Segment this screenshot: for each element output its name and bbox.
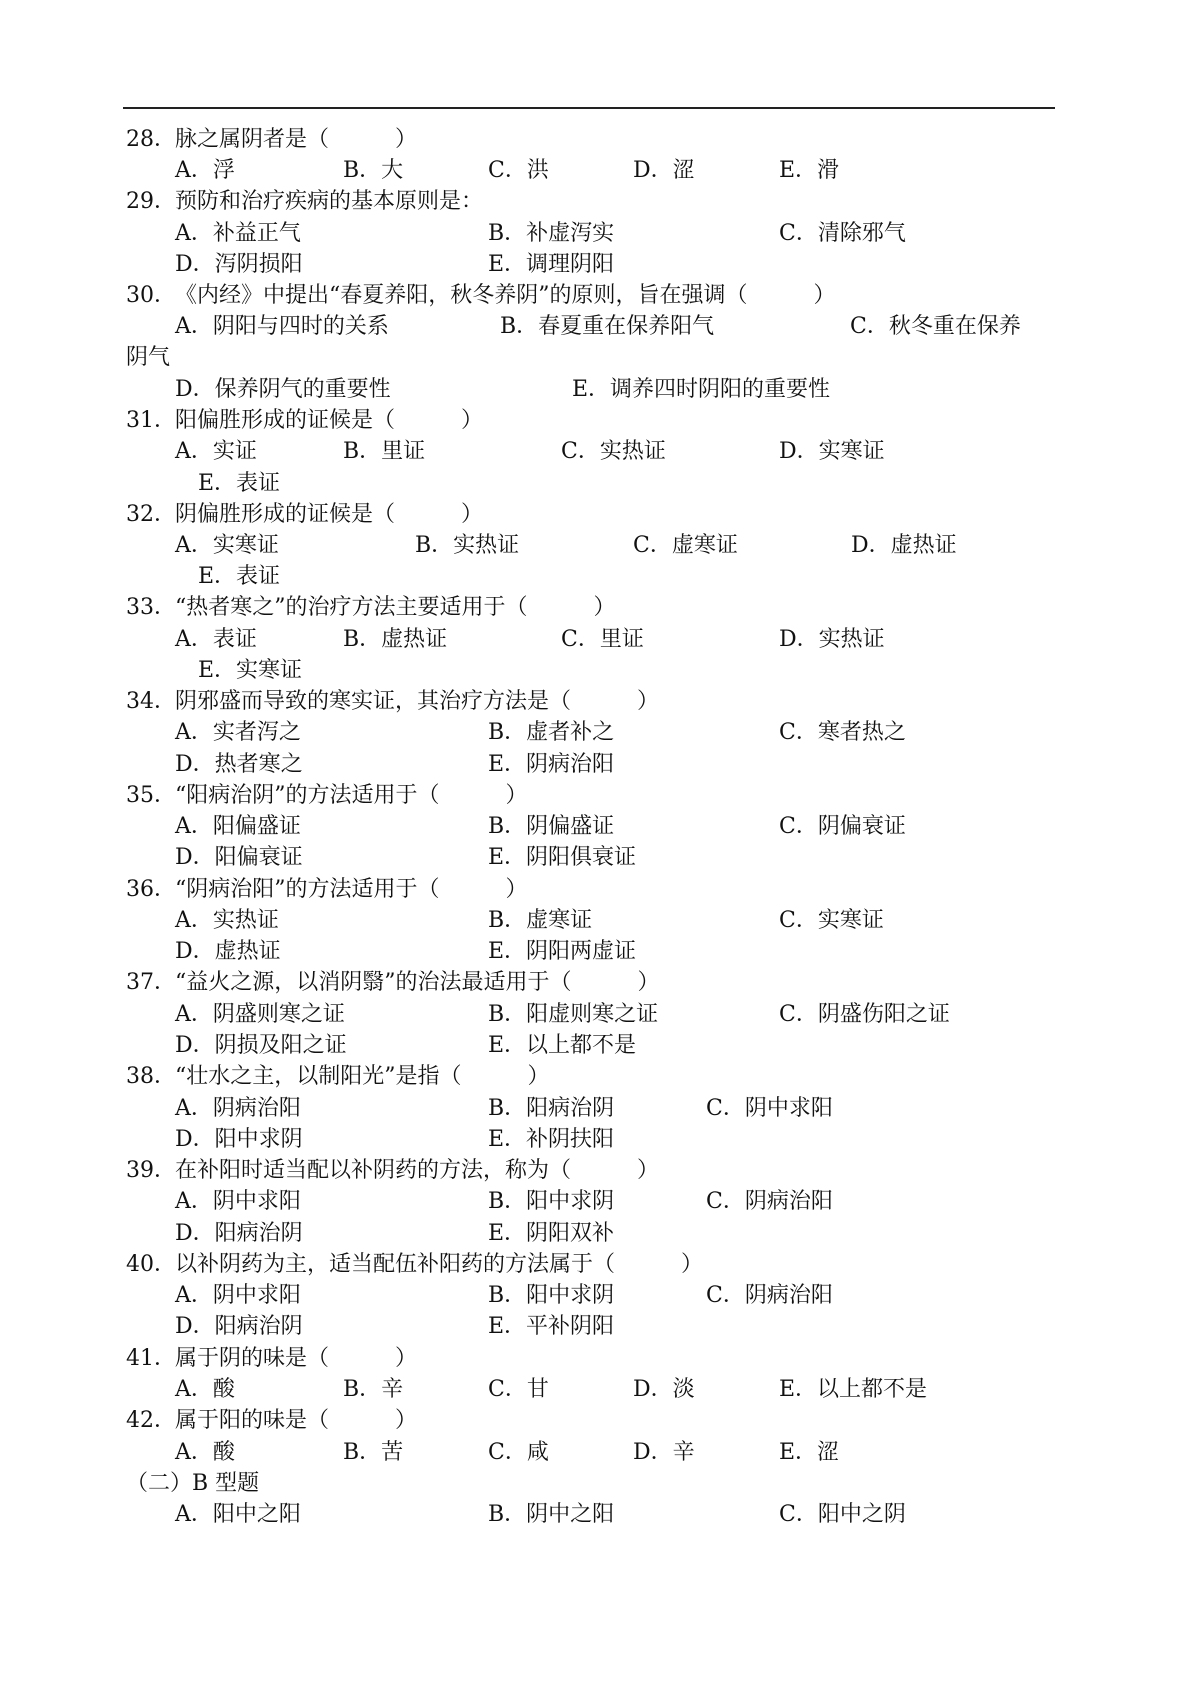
option-c: C．阴偏衰证 [779,814,906,839]
question-text: 属于阴的味是（ ） [175,1346,418,1371]
option-e: E．阴阳两虚证 [488,939,637,964]
question-number: 34． [126,689,176,714]
option-d: D．涩 [633,158,695,183]
option-c-continued: 阴气 [126,345,171,370]
option-e: E．补阴扶阳 [488,1127,615,1152]
question-number: 40． [126,1252,176,1277]
question-text: 以补阴药为主，适当配伍补阳药的方法属于（ ） [175,1252,704,1277]
option-c: C．阴病治阳 [706,1283,833,1308]
option-b: B．里证 [343,439,426,464]
option-a: A．实寒证 [175,533,279,558]
option-b: B．阳中求阴 [488,1189,615,1214]
option-c: C．清除邪气 [779,221,906,246]
option-b: B．阳中求阴 [488,1283,615,1308]
option-c: C．阴中求阳 [706,1096,833,1121]
option-b: B．苦 [343,1440,404,1465]
question-text: 在补阳时适当配以补阴药的方法，称为（ ） [175,1158,660,1183]
question-number: 31． [126,408,176,433]
option-a: A．补益正气 [175,221,301,246]
option-b: B．阳病治阴 [488,1096,615,1121]
option-e: E．实寒证 [198,658,303,683]
question-number: 33． [126,595,176,620]
option-e: E．平补阴阳 [488,1314,615,1339]
option-b: B．大 [343,158,404,183]
option-a: A．阴盛则寒之证 [175,1002,345,1027]
option-a: A．阴中求阳 [175,1283,301,1308]
option-e: E．涩 [779,1440,840,1465]
question-number: 35． [126,783,176,808]
option-b: B．虚者补之 [488,720,615,745]
option-c: C．咸 [488,1440,549,1465]
question-text: 阳偏胜形成的证候是（ ） [175,408,484,433]
option-d: D．阴损及阳之证 [175,1033,347,1058]
option-d: D．泻阴损阳 [175,252,303,277]
question-text: 阴邪盛而导致的寒实证，其治疗方法是（ ） [175,689,660,714]
option-a: A．表证 [175,627,257,652]
option-e: E．调理阴阳 [488,252,615,277]
option-a: A．酸 [175,1440,235,1465]
option-a: A．阳偏盛证 [175,814,301,839]
option-a: A．酸 [175,1377,235,1402]
option-b: B．补虚泻实 [488,221,615,246]
question-text: “阳病治阴”的方法适用于（ ） [175,783,528,808]
question-number: 39． [126,1158,176,1183]
question-text: 预防和治疗疾病的基本原则是： [175,189,484,214]
option-a: A．阴病治阳 [175,1096,301,1121]
option-c: C．寒者热之 [779,720,906,745]
option-b: B．阴偏盛证 [488,814,615,839]
question-number: 37． [126,970,176,995]
question-number: 41． [126,1346,176,1371]
option-d: D．热者寒之 [175,752,303,777]
option-d: D．保养阴气的重要性 [175,377,391,402]
option-e: E．阴阳俱衰证 [488,845,637,870]
question-text: 阴偏胜形成的证候是（ ） [175,502,484,527]
option-c: C．虚寒证 [633,533,738,558]
option-d: D．虚热证 [175,939,281,964]
option-b: B．辛 [343,1377,404,1402]
question-text: “热者寒之”的治疗方法主要适用于（ ） [175,595,616,620]
option-b: B．虚热证 [343,627,448,652]
option-e: E．以上都不是 [779,1377,928,1402]
option-d: D．阳中求阴 [175,1127,303,1152]
option-c: C．阴盛伤阳之证 [779,1002,950,1027]
option-d: D．辛 [633,1440,695,1465]
option-c: C．阴病治阳 [706,1189,833,1214]
option-e: E．调养四时阴阳的重要性 [572,377,831,402]
question-text: 脉之属阴者是（ ） [175,127,418,152]
option-d: D．虚热证 [851,533,957,558]
option-a: A．实者泻之 [175,720,301,745]
option-a: A．实热证 [175,908,279,933]
question-number: 28． [126,127,176,152]
option-c: C．甘 [488,1377,549,1402]
option-a: A．浮 [175,158,235,183]
option-c: C．里证 [561,627,644,652]
option-c: C．秋冬重在保养 [850,314,1021,339]
question-text: “阴病治阳”的方法适用于（ ） [175,877,528,902]
option-a: A．阳中之阳 [175,1502,301,1527]
option-c: C．实热证 [561,439,666,464]
option-e: E．阴阳双补 [488,1221,615,1246]
question-text: “益火之源，以消阴翳”的治法最适用于（ ） [175,970,660,995]
question-number: 32． [126,502,176,527]
option-d: D．实热证 [779,627,885,652]
question-text: 属于阳的味是（ ） [175,1408,418,1433]
question-number: 29． [126,189,176,214]
option-e: E．滑 [779,158,840,183]
question-number: 36． [126,877,176,902]
question-number: 42． [126,1408,176,1433]
question-text: 《内经》中提出“春夏养阳，秋冬养阴”的原则，旨在强调（ ） [175,283,836,308]
option-d: D．阳病治阴 [175,1314,303,1339]
option-d: D．实寒证 [779,439,885,464]
option-c: C．阳中之阴 [779,1502,906,1527]
section-heading: （二）B 型题 [126,1471,260,1496]
option-a: A．实证 [175,439,257,464]
option-d: D．淡 [633,1377,695,1402]
option-b: B．阴中之阳 [488,1502,615,1527]
option-b: B．虚寒证 [488,908,593,933]
question-number: 38． [126,1064,176,1089]
option-a: A．阴中求阳 [175,1189,301,1214]
option-b: B．实热证 [415,533,520,558]
option-e: E．阴病治阳 [488,752,615,777]
question-text: “壮水之主，以制阳光”是指（ ） [175,1064,550,1089]
option-b: B．春夏重在保养阳气 [500,314,715,339]
header-rule [123,107,1055,109]
option-e: E．表证 [198,564,281,589]
option-e: E．以上都不是 [488,1033,637,1058]
option-e: E．表证 [198,471,281,496]
option-a: A．阴阳与四时的关系 [175,314,389,339]
option-c: C．实寒证 [779,908,884,933]
option-d: D．阳偏衰证 [175,845,303,870]
option-c: C．洪 [488,158,549,183]
option-b: B．阳虚则寒之证 [488,1002,659,1027]
question-number: 30． [126,283,176,308]
option-d: D．阳病治阴 [175,1221,303,1246]
